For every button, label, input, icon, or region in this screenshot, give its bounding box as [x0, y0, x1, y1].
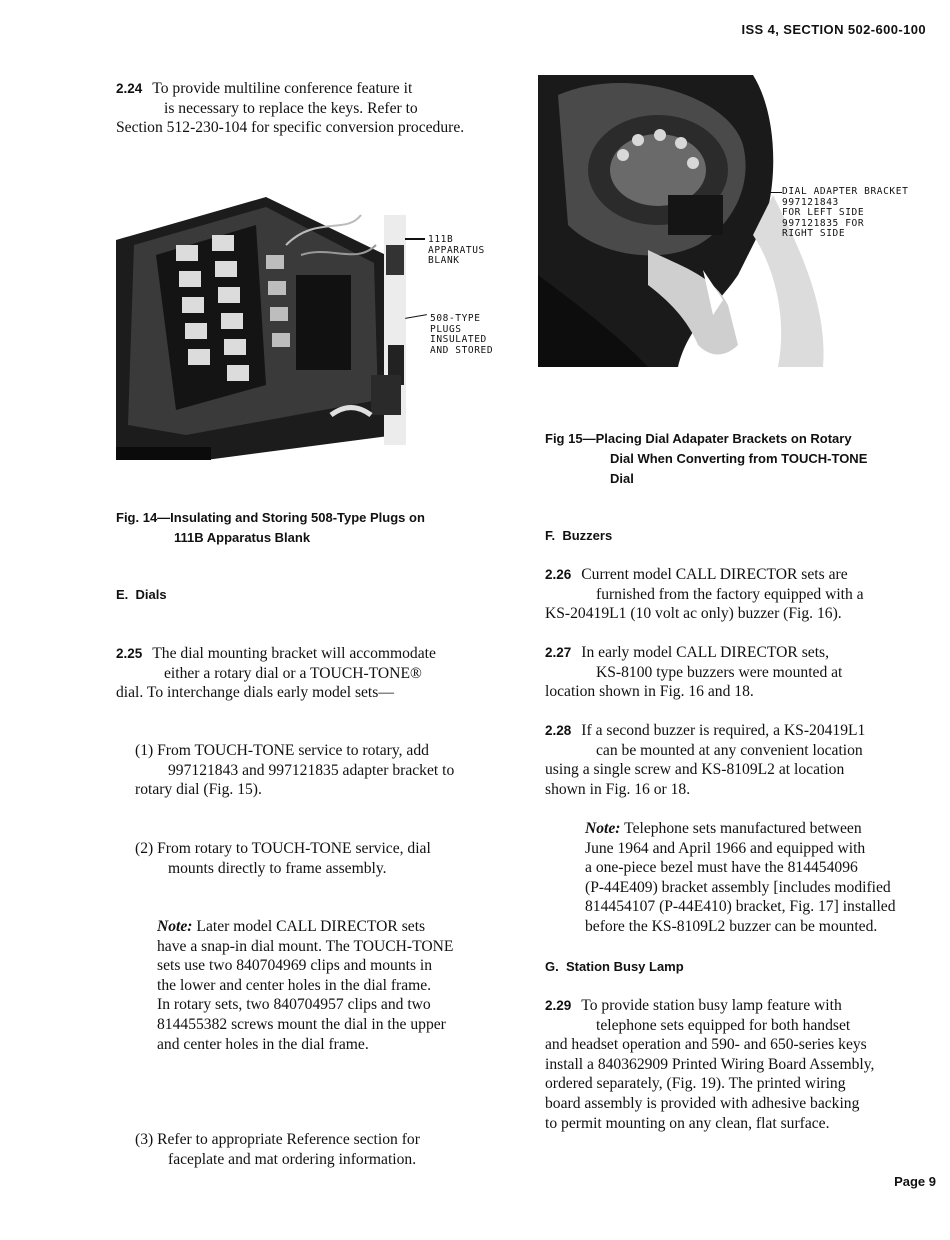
paragraph-number: 2.26 — [545, 567, 572, 582]
note-later-model: Note: Later model CALL DIRECTOR sets have a snap-in dial mount. The TOUCH-TONE sets use two 840704969 clips and mounts in the lower and center holes in the dial frame. In rotary sets, two 840704957 clips and two 814455382 screws mount the dial in the upper and center holes in the dial frame. — [157, 918, 454, 1053]
page-header: ISS 4, SECTION 502-600-100 — [741, 22, 926, 37]
list-item-2: (2) From rotary to TOUCH-TONE service, dial mounts directly to frame assembly. — [135, 840, 431, 877]
note-label: Note: — [585, 820, 621, 837]
label-508-type-plugs: 508-TYPE PLUGS INSULATED AND STORED — [430, 313, 494, 356]
apparatus-leader-line — [405, 238, 425, 240]
paragraph-2-24: 2.24 To provide multiline conference feature it is necessary to replace the keys. Refer to Section 512-230-104 for specific conversion procedure. — [116, 80, 465, 137]
note-label: Note: — [157, 918, 193, 935]
paragraph-number: 2.29 — [545, 998, 572, 1013]
page-number: Page 9 — [894, 1174, 936, 1189]
paragraph-2-27: 2.27 In early model CALL DIRECTOR sets, KS-8100 type buzzers were mounted at location shown in Fig. 16 and 18. — [545, 644, 843, 701]
figure-15-caption: Fig 15—Placing Dial Adapater Brackets on Rotary Dial When Converting from TOUCH-TONE Dial — [545, 431, 868, 486]
paragraph-number: 2.27 — [545, 645, 572, 660]
paragraph-number: 2.25 — [116, 646, 143, 661]
list-item-1: (1) From TOUCH-TONE service to rotary, add 997121843 and 997121835 adapter bracket to rotary dial (Fig. 15). — [135, 742, 455, 799]
paragraph-2-28: 2.28 If a second buzzer is required, a KS-20419L1 can be mounted at any convenient location using a single screw and KS-8109L2 at location shown in Fig. 16 or 18. — [545, 722, 866, 798]
label-111b-apparatus-blank: 111B APPARATUS BLANK — [428, 234, 485, 266]
paragraph-2-26: 2.26 Current model CALL DIRECTOR sets are furnished from the factory equipped with a KS-20419L1 (10 volt ac only) buzzer (Fig. 16). — [545, 566, 864, 623]
paragraph-2-29: 2.29 To provide station busy lamp feature with telephone sets equipped for both handset and headset operation and 590- and 650-series keys install a 840362909 Printed Wiring Board Assembly, ordered separately, (Fig. 19). The printed wiring board assembly is provided with adhesive backing to permit mounting on any clean, flat surface. — [545, 997, 875, 1132]
list-item-3: (3) Refer to appropriate Reference section for faceplate and mat ordering information. — [135, 1131, 420, 1168]
figure-14-photo — [116, 185, 416, 460]
paragraph-number: 2.24 — [116, 81, 143, 96]
dial-bracket-leader-line — [770, 192, 782, 193]
note-telephone-sets: Note: Telephone sets manufactured between June 1964 and April 1966 and equipped with a one-piece bezel must have the 814454096 (P-44E409) bracket assembly [includes modified 814454107 (P-44E410) bracket, Fig. 17] installed before the KS-8109L2 buzzer can be mounted. — [585, 820, 896, 935]
figure-14-caption: Fig. 14—Insulating and Storing 508-Type Plugs on 111B Apparatus Blank — [116, 510, 425, 545]
section-heading-dials: E. Dials — [116, 587, 167, 602]
section-heading-station-busy-lamp: G. Station Busy Lamp — [545, 959, 684, 974]
paragraph-2-25: 2.25 The dial mounting bracket will accommodate either a rotary dial or a TOUCH-TONE® dial. To interchange dials early model sets— — [116, 645, 436, 702]
paragraph-number: 2.28 — [545, 723, 572, 738]
section-heading-buzzers: F. Buzzers — [545, 528, 613, 543]
label-dial-adapter-bracket: DIAL ADAPTER BRACKET 997121843 FOR LEFT SIDE 997121835 FOR RIGHT SIDE — [782, 186, 909, 239]
